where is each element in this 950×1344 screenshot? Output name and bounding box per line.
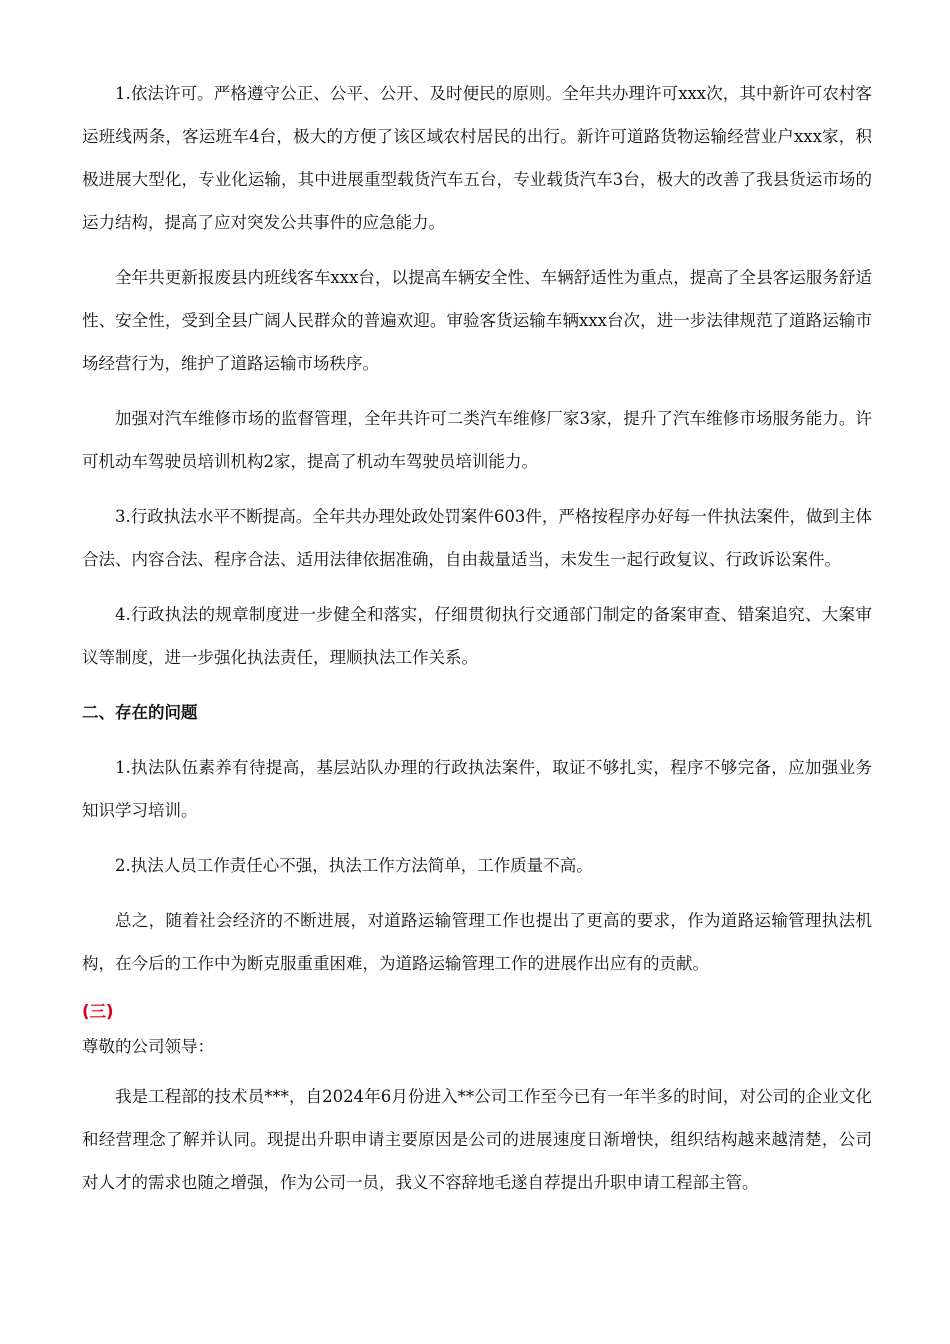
- salutation: 尊敬的公司领导：: [82, 1037, 214, 1056]
- paragraph-conclusion: 总之，随着社会经济的不断进展，对道路运输管理工作也提出了更高的要求，作为道路运输管理执法机构，在今后的工作中为断克服重重困难，为道路运输管理工作的进展作出应有的贡献。: [82, 911, 872, 973]
- document-page: [82, 72, 872, 1216]
- section-mark-three: (三): [82, 1002, 114, 1021]
- paragraph-repair-market: 加强对汽车维修市场的监督管理，全年共许可二类汽车维修厂家3家，提升了汽车维修市场服务能力。许可机动车驾驶员培训机构2家，提高了机动车驾驶员培训能力。: [82, 409, 872, 471]
- paragraph-enforcement-level: 3.行政执法水平不断提高。全年共办理处政处罚案件603件，严格按程序办好每一件执法案件，做到主体合法、内容合法、程序合法、适用法律依据准确，自由裁量适当，未发生一起行政复议、行政诉讼案件。: [82, 507, 872, 569]
- paragraph-bus-renewal: 全年共更新报废县内班线客车xxx台，以提高车辆安全性、车辆舒适性为重点，提高了全县客运服务舒适性、安全性，受到全县广阔人民群众的普遍欢迎。审验客货运输车辆xxx台次，进一步法律规范了道路运输市场经营行为，维护了道路运输市场秩序。: [82, 268, 872, 373]
- paragraph-problem-1: 1.执法队伍素养有待提高，基层站队办理的行政执法案件，取证不够扎实，程序不够完备，应加强业务知识学习培训。: [82, 758, 872, 820]
- paragraph-problem-2: 2.执法人员工作责任心不强，执法工作方法简单，工作质量不高。: [115, 856, 593, 875]
- paragraph-licensing: 1.依法许可。严格遵守公正、公平、公开、及时便民的原则。全年共办理许可xxx次，其中新许可农村客运班线两条，客运班车4台，极大的方便了该区域农村居民的出行。新许可道路货物运输经营业户xxx家，积极进展大型化，专业化运输，其中进展重型载货汽车五台，专业载货汽车3台，极大的改善了我县货运市场的运力结构，提高了应对突发公共事件的应急能力。: [82, 84, 872, 232]
- heading-existing-problems: 二、存在的问题: [82, 703, 198, 722]
- paragraph-regulations: 4.行政执法的规章制度进一步健全和落实，仔细贯彻执行交通部门制定的备案审查、错案追究、大案审议等制度，进一步强化执法责任，理顺执法工作关系。: [82, 605, 872, 667]
- paragraph-promotion-request: 我是工程部的技术员***，自2024年6月份进入**公司工作至今已有一年半多的时间，对公司的企业文化和经营理念了解并认同。现提出升职申请主要原因是公司的进展速度日渐增快，组织结构越来越清楚，公司对人才的需求也随之增强，作为公司一员，我义不容辞地毛遂自荐提出升职申请工程部主管。: [82, 1087, 872, 1192]
